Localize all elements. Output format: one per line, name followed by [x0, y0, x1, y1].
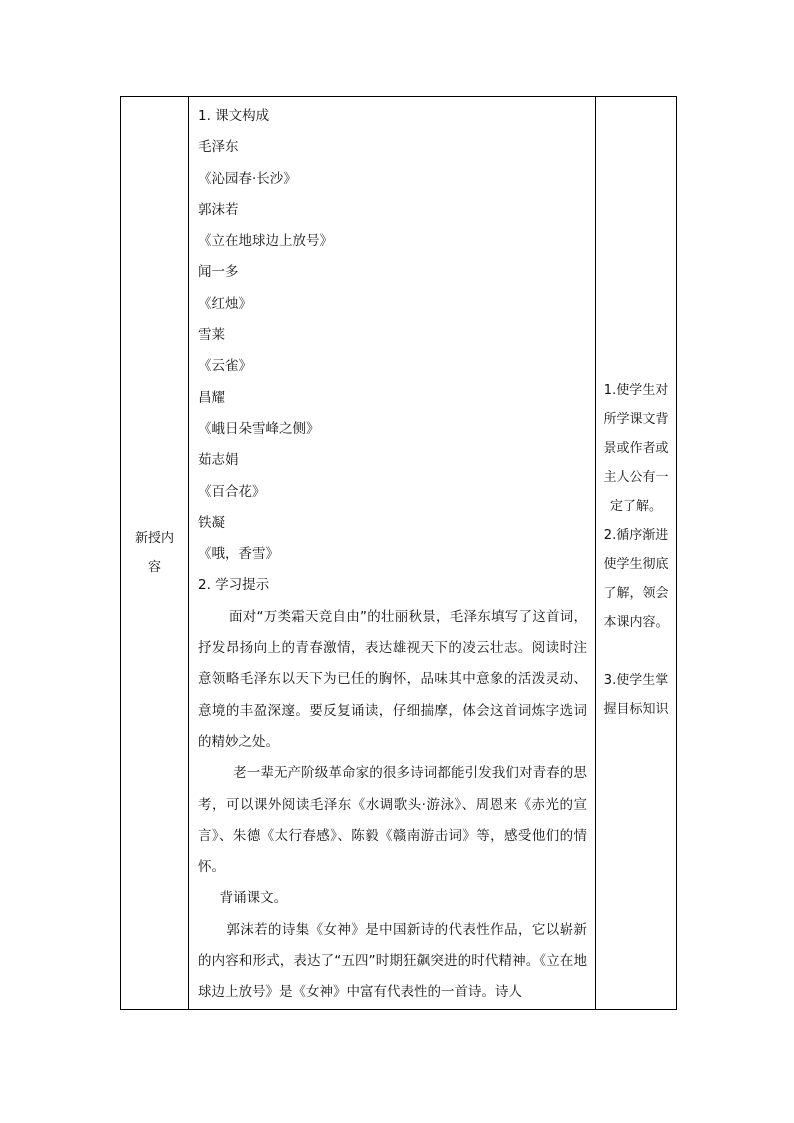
tip-paragraph: 面对“万类霜天竞自由”的壮丽秋景，毛泽东填写了这首词，抒发昂扬向上的青春激情，表达雄视天下的凌云壮志。阅读时注意领略毛泽东以天下为已任的胸怀，品味其中意象的活泼灵动、意境的丰盈深邃。要反复诵读，仔细揣摩，体会这首词炼字选词的精妙之处。	[198, 608, 587, 750]
teaching-aim: 3.使学生掌握目标知识	[603, 672, 669, 717]
author-name: 闻一多	[198, 264, 239, 281]
content-heading: 1. 课文构成	[198, 108, 270, 124]
author-name: 雪莱	[198, 327, 225, 344]
author-name: 郭沫若	[198, 201, 239, 218]
tip-paragraph: 背诵课文。	[219, 890, 288, 907]
author-name: 茹志娟	[198, 452, 239, 469]
work-title: 《红烛》	[198, 295, 252, 312]
section-label-cell	[121, 97, 189, 1010]
spacer	[602, 637, 670, 666]
tip-paragraph: 老一辈无产阶级革命家的很多诗词都能引发我们对青春的思考，可以课外阅读毛泽东《水调歌头·游泳》、周恩来《赤光的宣言》、朱德《太行春感》、陈毅《赣南游击词》等，感受他们的情怀。	[198, 765, 587, 876]
work-title: 《百合花》	[198, 483, 266, 500]
author-name: 昌耀	[198, 389, 225, 406]
tip-paragraph: 郭沫若的诗集《女神》是中国新诗的代表性作品，它以崭新的内容和形式，表达了“五四”时期狂飙突进的时代精神。《立在地球边上放号》是《女神》中富有代表性的一首诗。诗人	[198, 921, 587, 1001]
work-title: 《云雀》	[198, 358, 252, 375]
teaching-aim-cell	[596, 97, 677, 1010]
teaching-aim: 1.使学生对所学课文背景或作者或主人公有一定了解。	[603, 382, 669, 514]
work-title: 《立在地球边上放号》	[198, 233, 333, 250]
work-title: 《峨日朵雪峰之侧》	[198, 420, 320, 437]
author-name: 铁凝	[198, 514, 225, 531]
section-label: 新授内容	[134, 530, 174, 575]
lesson-plan-table	[120, 96, 677, 1010]
author-name: 毛泽东	[198, 139, 239, 156]
teaching-aim: 2.循序渐进使学生彻底了解，领会本课内容。	[603, 527, 669, 630]
work-title: 《沁园春·长沙》	[198, 170, 297, 187]
study-tips-heading: 2. 学习提示	[198, 577, 270, 594]
content-cell	[189, 97, 596, 1010]
work-title: 《哦，香雪》	[198, 546, 279, 563]
